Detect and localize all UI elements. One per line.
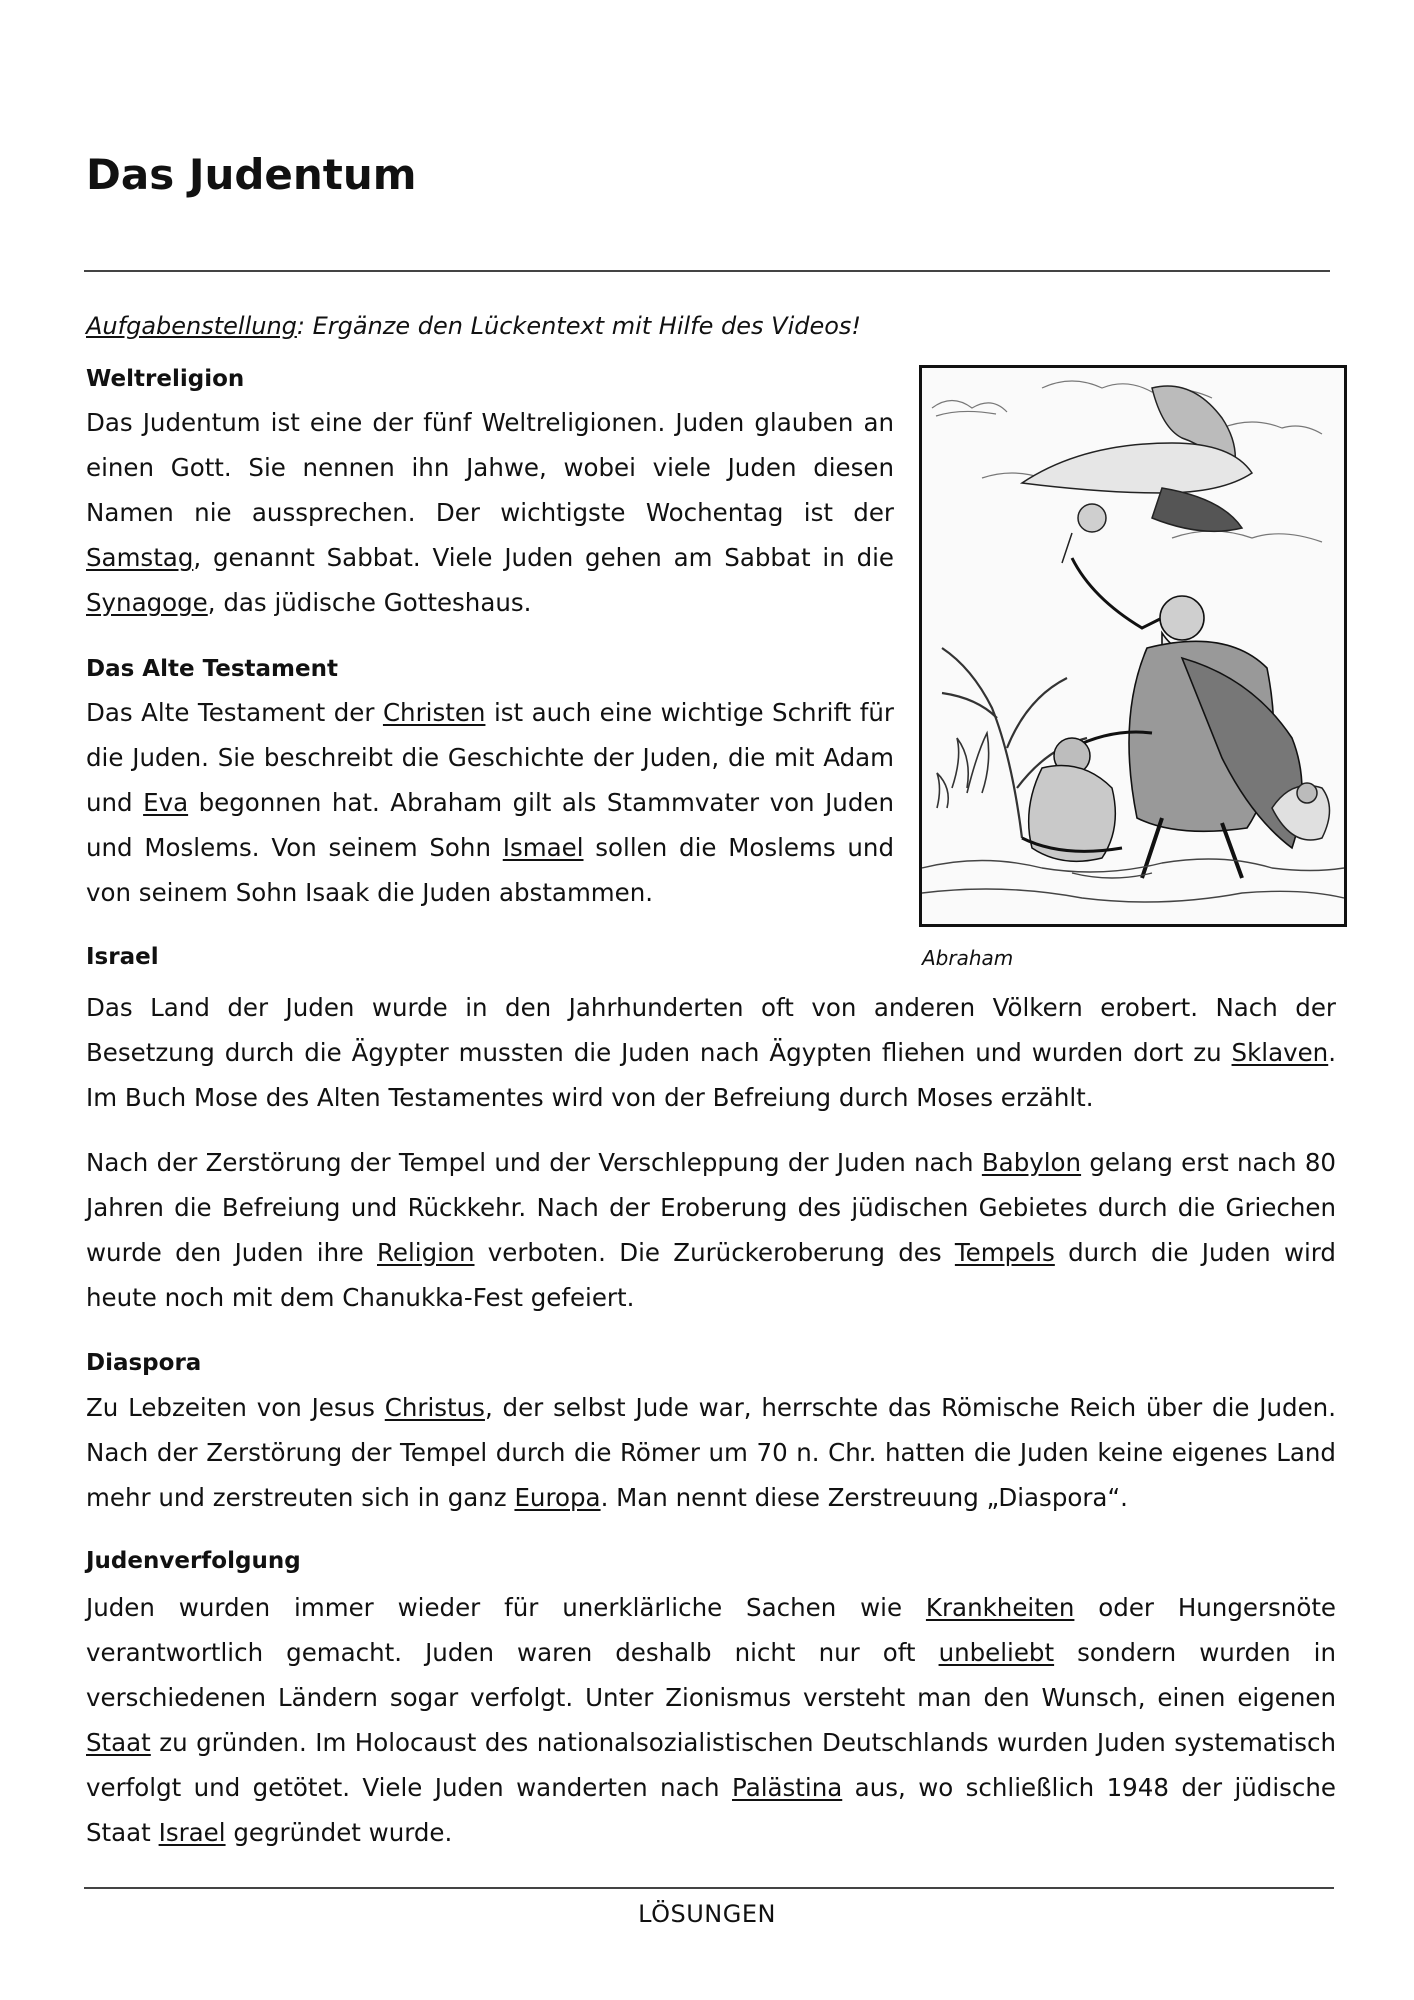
answer-blank: Tempels bbox=[954, 1238, 1055, 1267]
text-run: Das Land der Juden wurde in den Jahrhunderten oft von anderen Völkern erobert. Nach der Besetzung durch die Ägypter mussten die Juden nach Ägypten fliehen und wurden dort zu bbox=[86, 993, 1336, 1067]
text-run: verboten. Die Zurückeroberung des bbox=[474, 1238, 955, 1267]
paragraph-israel-1 bbox=[86, 985, 1336, 1120]
title-divider bbox=[84, 270, 1330, 272]
text-run: Zu Lebzeiten von Jesus bbox=[86, 1393, 385, 1422]
text-run: Nach der Zerstörung der Tempel und der Verschleppung der Juden nach bbox=[86, 1148, 982, 1177]
answer-blank: Synagoge bbox=[86, 588, 208, 617]
image-caption: Abraham bbox=[922, 946, 1014, 970]
section-heading-altes-testament: Das Alte Testament bbox=[86, 656, 338, 682]
section-heading-weltreligion: Weltreligion bbox=[86, 366, 245, 392]
answer-blank: Eva bbox=[143, 788, 189, 817]
section-heading-judenverfolgung: Judenverfolgung bbox=[86, 1548, 301, 1574]
text-run: ist auch eine wichtige Schrift für die Juden. Sie beschreibt die Geschichte der Juden, die mit Adam und bbox=[86, 698, 894, 817]
text-run: durch die Juden wird heute noch mit dem Chanukka-Fest gefeiert. bbox=[86, 1238, 1336, 1312]
paragraph-israel-2 bbox=[86, 1140, 1336, 1320]
page-title: Das Judentum bbox=[86, 150, 417, 199]
footer-label: LÖSUNGEN bbox=[638, 1900, 776, 1928]
text-run: gelang erst nach 80 Jahren die Befreiung und Rückkehr. Nach der Eroberung des jüdischen Gebietes durch die Griechen wurde den Juden ihre bbox=[86, 1148, 1336, 1267]
abraham-engraving-image bbox=[919, 365, 1347, 927]
engraving-illustration bbox=[922, 368, 1344, 924]
answer-blank: Israel bbox=[158, 1818, 226, 1847]
text-run: aus, wo schließlich 1948 der jüdische Staat bbox=[86, 1773, 1336, 1847]
text-run: Das Judentum ist eine der fünf Weltreligionen. Juden glauben an einen Gott. Sie nennen ihn Jahwe, wobei viele Juden diesen Namen nie aussprechen. Der wichtigste Wochentag ist der bbox=[86, 408, 894, 527]
text-run: , das jüdische Gotteshaus. bbox=[207, 588, 532, 617]
text-run: Juden wurden immer wieder für unerklärliche Sachen wie bbox=[86, 1593, 926, 1622]
text-run: begonnen hat. Abraham gilt als Stammvater von Juden und Moslems. Von seinem Sohn bbox=[86, 788, 894, 862]
section-heading-israel: Israel bbox=[86, 944, 159, 970]
text-run: sollen die Moslems und von seinem Sohn Isaak die Juden abstammen. bbox=[86, 833, 894, 907]
answer-blank: unbeliebt bbox=[938, 1638, 1055, 1667]
answer-blank: Babylon bbox=[981, 1148, 1082, 1177]
paragraph-judenverfolgung bbox=[86, 1585, 1336, 1855]
answer-blank: Staat bbox=[86, 1728, 151, 1757]
answer-blank: Sklaven bbox=[1231, 1038, 1329, 1067]
text-run: , der selbst Jude war, herrschte das Römische Reich über die Juden. Nach der Zerstörung der Tempel durch die Römer um 70 n. Chr. hatten die Juden keine eigenes Land mehr und zerstreuten sich in ganz bbox=[86, 1393, 1336, 1512]
text-run: sondern wurden in verschiedenen Ländern sogar verfolgt. Unter Zionismus versteht man den Wunsch, einen eigenen bbox=[86, 1638, 1336, 1712]
task-text: : Ergänze den Lückentext mit Hilfe des Videos! bbox=[296, 312, 862, 340]
task-label: Aufgabenstellung bbox=[86, 312, 297, 340]
text-run: gegründet wurde. bbox=[225, 1818, 453, 1847]
answer-blank: Religion bbox=[377, 1238, 475, 1267]
text-run: oder Hungersnöte verantwortlich gemacht. Juden waren deshalb nicht nur oft bbox=[86, 1593, 1336, 1667]
text-run: Das Alte Testament der bbox=[86, 698, 383, 727]
answer-blank: Christen bbox=[382, 698, 486, 727]
section-heading-diaspora: Diaspora bbox=[86, 1350, 202, 1376]
task-instruction bbox=[86, 312, 861, 340]
paragraph-altes-testament bbox=[86, 690, 894, 915]
answer-blank: Palästina bbox=[732, 1773, 843, 1802]
footer-divider bbox=[84, 1887, 1334, 1889]
text-run: , genannt Sabbat. Viele Juden gehen am Sabbat in die bbox=[193, 543, 894, 572]
text-run: . Im Buch Mose des Alten Testamentes wird von der Befreiung durch Moses erzählt. bbox=[86, 1038, 1336, 1112]
answer-blank: Europa bbox=[514, 1483, 601, 1512]
answer-blank: Krankheiten bbox=[925, 1593, 1075, 1622]
text-run: . Man nennt diese Zerstreuung „Diaspora“. bbox=[600, 1483, 1128, 1512]
answer-blank: Ismael bbox=[502, 833, 584, 862]
answer-blank: Christus bbox=[384, 1393, 485, 1422]
paragraph-weltreligion bbox=[86, 400, 894, 625]
answer-blank: Samstag bbox=[86, 543, 194, 572]
text-run: zu gründen. Im Holocaust des nationalsozialistischen Deutschlands wurden Juden systematisch verfolgt und getötet. Viele Juden wanderten nach bbox=[86, 1728, 1336, 1802]
paragraph-diaspora bbox=[86, 1385, 1336, 1520]
